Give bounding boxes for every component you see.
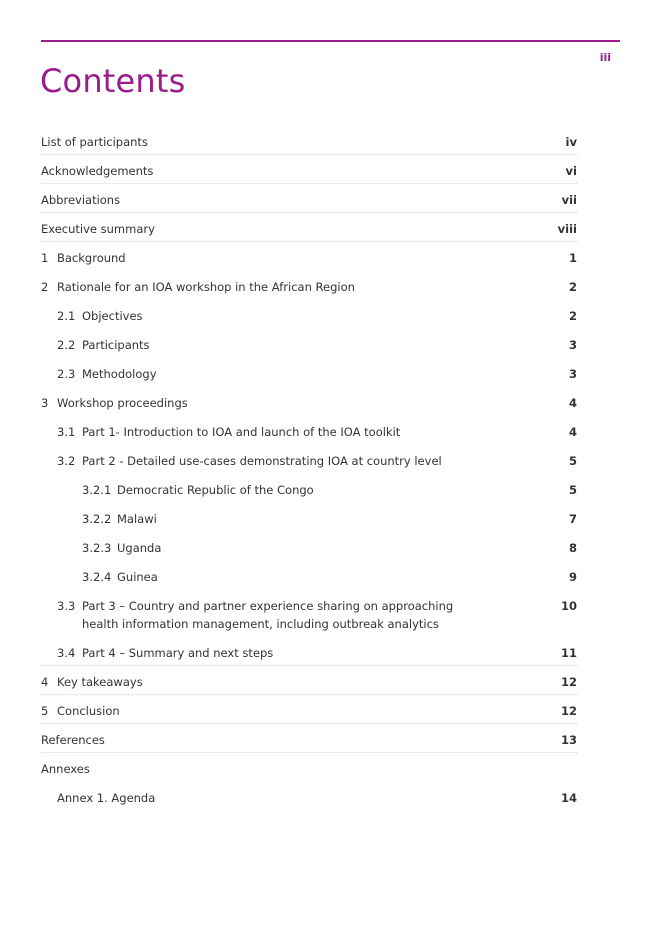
toc-entry-number: 3.4	[57, 646, 76, 660]
toc-entry-page: 11	[560, 646, 577, 660]
toc-entry-background[interactable]	[41, 242, 577, 271]
toc-entry-page: 2	[568, 309, 577, 323]
toc-entry-page: 12	[560, 704, 577, 718]
toc-entry-label: Participants	[82, 338, 150, 352]
toc-entry-label: Uganda	[117, 541, 162, 555]
toc-entry-page: 3	[568, 338, 577, 352]
toc-entry-abbreviations[interactable]	[41, 184, 577, 213]
table-of-contents	[41, 126, 577, 811]
toc-entry-label: Part 4 – Summary and next steps	[82, 646, 274, 660]
toc-entry-number: 5	[41, 704, 49, 718]
toc-entry-part-1[interactable]	[41, 416, 577, 445]
toc-entry-label: References	[41, 733, 105, 747]
toc-entry-number: 3.2.1	[82, 483, 112, 497]
toc-entry-number: 3.2.2	[82, 512, 112, 526]
toc-entry-objectives[interactable]	[41, 300, 577, 329]
toc-entry-page: 5	[568, 483, 577, 497]
toc-entry-label: List of participants	[41, 135, 148, 149]
toc-entry-number: 2	[41, 280, 49, 294]
toc-entry-label: Executive summary	[41, 222, 155, 236]
toc-entry-page: 4	[568, 396, 577, 410]
toc-entry-number: 3.2.3	[82, 541, 112, 555]
toc-entry-page: 14	[560, 791, 577, 805]
toc-entry-number: 2.3	[57, 367, 76, 381]
toc-entry-number: 1	[41, 251, 49, 265]
toc-entry-rationale[interactable]	[41, 271, 577, 300]
toc-entry-annexes[interactable]	[41, 753, 577, 782]
toc-entry-page: 1	[568, 251, 577, 265]
toc-entry-label: Democratic Republic of the Congo	[117, 483, 314, 497]
toc-entry-part-4[interactable]	[41, 637, 577, 666]
toc-entry-uganda[interactable]	[41, 532, 577, 561]
toc-entry-label: Acknowledgements	[41, 164, 154, 178]
toc-entry-executive-summary[interactable]	[41, 213, 577, 242]
toc-entry-number: 2.1	[57, 309, 76, 323]
toc-entry-page: 10	[560, 599, 577, 613]
toc-entry-label: Key takeaways	[57, 675, 143, 689]
toc-entry-number: 3.1	[57, 425, 76, 439]
toc-entry-malawi[interactable]	[41, 503, 577, 532]
header-rule	[41, 40, 620, 42]
toc-entry-page: 13	[560, 733, 577, 747]
toc-entry-number: 2.2	[57, 338, 76, 352]
toc-entry-workshop-proceedings[interactable]	[41, 387, 577, 416]
toc-entry-number: 3	[41, 396, 49, 410]
toc-entry-page: 9	[568, 570, 577, 584]
toc-entry-label: Objectives	[82, 309, 143, 323]
toc-entry-page: 2	[568, 280, 577, 294]
toc-entry-label: Part 2 - Detailed use-cases demonstrating IOA at country level	[82, 454, 442, 468]
toc-entry-label: Part 3 – Country and partner experience sharing on approaching health information management, including outbreak analytics	[82, 599, 454, 631]
toc-entry-key-takeaways[interactable]	[41, 666, 577, 695]
toc-entry-page: vi	[565, 164, 577, 178]
toc-entry-label: Conclusion	[57, 704, 120, 718]
toc-entry-number: 3.3	[57, 599, 76, 613]
toc-entry-conclusion[interactable]	[41, 695, 577, 724]
toc-entry-part-2[interactable]	[41, 445, 577, 474]
toc-entry-annex-1-agenda[interactable]	[41, 782, 577, 811]
toc-entry-drc[interactable]	[41, 474, 577, 503]
toc-entry-page: 5	[568, 454, 577, 468]
toc-entry-methodology[interactable]	[41, 358, 577, 387]
toc-entry-number: 4	[41, 675, 49, 689]
toc-entry-label: Annexes	[41, 762, 90, 776]
toc-entry-number: 3.2.4	[82, 570, 112, 584]
toc-entry-page: 7	[568, 512, 577, 526]
page-number: iii	[599, 51, 611, 64]
toc-entry-page: iv	[565, 135, 577, 149]
toc-entry-label: Annex 1. Agenda	[57, 791, 156, 805]
toc-entry-label: Guinea	[117, 570, 158, 584]
toc-entry-part-3[interactable]	[41, 590, 577, 637]
toc-entry-page: vii	[561, 193, 577, 207]
toc-entry-label: Workshop proceedings	[57, 396, 188, 410]
toc-entry-participants[interactable]	[41, 329, 577, 358]
toc-entry-label: Abbreviations	[41, 193, 121, 207]
toc-entry-references[interactable]	[41, 724, 577, 753]
toc-entry-list-of-participants[interactable]	[41, 126, 577, 155]
toc-entry-label: Methodology	[82, 367, 157, 381]
toc-entry-label: Background	[57, 251, 126, 265]
toc-entry-guinea[interactable]	[41, 561, 577, 590]
toc-entry-page: 4	[568, 425, 577, 439]
toc-entry-label: Part 1- Introduction to IOA and launch of the IOA toolkit	[82, 425, 401, 439]
toc-entry-page: 3	[568, 367, 577, 381]
toc-entry-page: viii	[557, 222, 577, 236]
toc-entry-page: 12	[560, 675, 577, 689]
page-title: Contents	[40, 62, 186, 100]
toc-entry-acknowledgements[interactable]	[41, 155, 577, 184]
toc-entry-page: 8	[568, 541, 577, 555]
toc-entry-label: Rationale for an IOA workshop in the African Region	[57, 280, 355, 294]
toc-entry-label: Malawi	[117, 512, 157, 526]
toc-entry-number: 3.2	[57, 454, 76, 468]
